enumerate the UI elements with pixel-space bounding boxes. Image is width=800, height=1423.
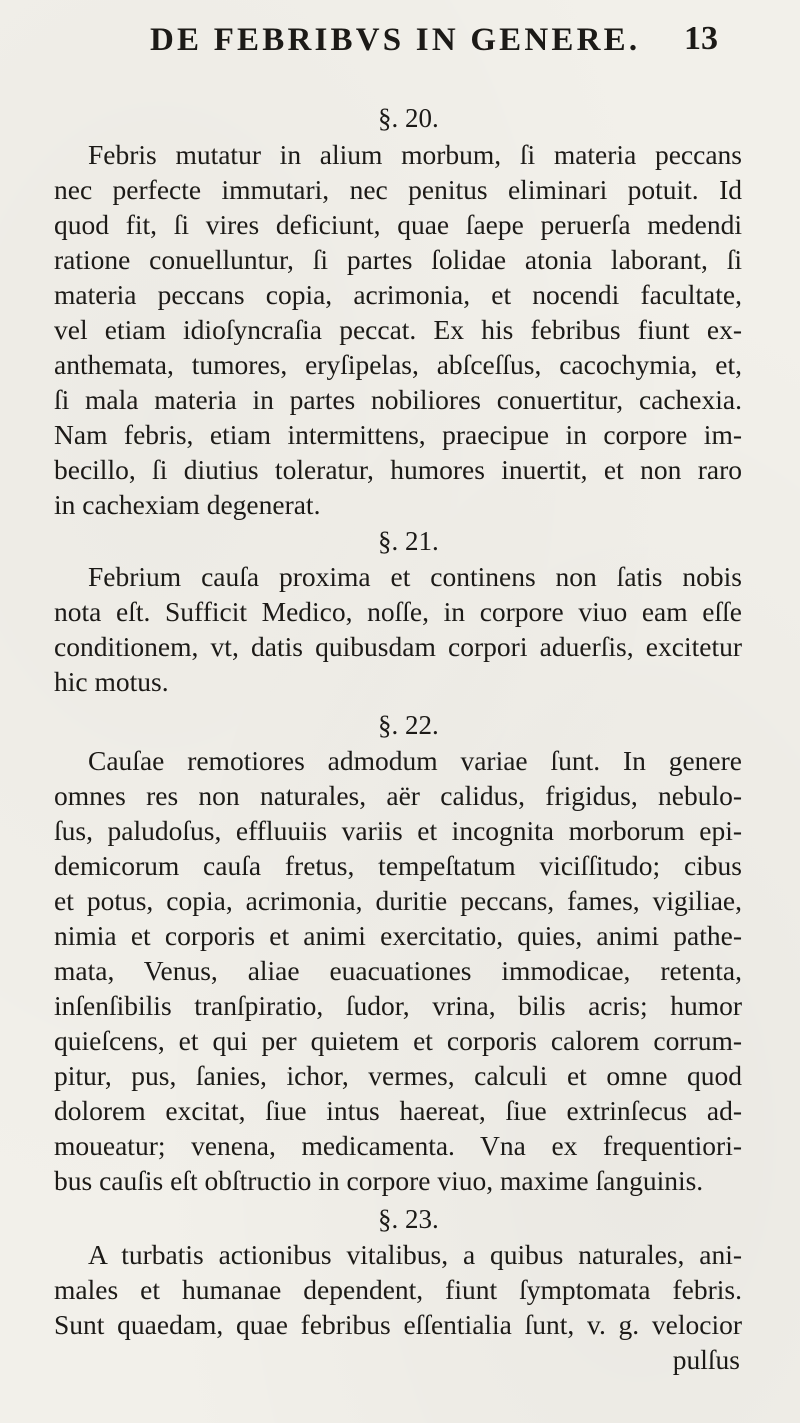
text-line: mata, Venus, aliae euacuationes immodicae, retenta, <box>54 955 742 986</box>
text-line: Sunt quaedam, quae febribus eſſentialia ſunt, v. g. velocior <box>54 1309 742 1340</box>
running-title: DE FEBRIBVS IN GENERE. <box>150 22 641 58</box>
text-line: anthemata, tumores, eryſipelas, abſceſſus, cacochymia, et, <box>54 349 742 380</box>
section-mark: §. 23. <box>378 1204 439 1234</box>
text-line: nimia et corporis et animi exercitatio, quies, animi pathe- <box>54 920 742 951</box>
text-line: dolorem excitat, ſiue intus haereat, ſiue extrinſecus ad- <box>54 1095 742 1126</box>
section-mark: §. 22. <box>378 710 439 740</box>
section-mark: §. 20. <box>378 103 439 133</box>
text-line: quod fit, ſi vires deficiunt, quae ſaepe peruerſa medendi <box>54 209 742 240</box>
text-line: ratione conuelluntur, ſi partes ſolidae atonia laborant, ſi <box>54 244 742 275</box>
text-line: bus cauſis eſt obſtructio in corpore viuo, maxime ſanguinis. <box>54 1165 704 1196</box>
text-line: materia peccans copia, acrimonia, et nocendi facultate, <box>54 279 742 310</box>
text-line: becillo, ſi diutius toleratur, humores inuertit, et non raro <box>54 454 742 485</box>
page-number: 13 <box>684 20 718 57</box>
catchword: pulſus <box>672 1344 740 1375</box>
text-line: pitur, pus, ſanies, ichor, vermes, calculi et omne quod <box>54 1060 742 1091</box>
text-line: omnes res non naturales, aër calidus, frigidus, nebulo- <box>54 780 742 811</box>
text-line: nota eſt. Sufficit Medico, noſſe, in corpore viuo eam eſſe <box>54 596 742 627</box>
text-line: A turbatis actionibus vitalibus, a quibus naturales, ani- <box>88 1239 742 1270</box>
running-head <box>150 16 718 72</box>
text-line: Nam febris, etiam intermittens, praecipue in corpore im- <box>54 419 742 450</box>
text-line: moueatur; venena, medicamenta. Vna ex frequentiori- <box>54 1130 742 1161</box>
text-line: Cauſae remotiores admodum variae ſunt. In genere <box>88 745 742 776</box>
text-line: conditionem, vt, datis quibusdam corpori aduerſis, excitetur <box>54 631 742 662</box>
text-line: quieſcens, et qui per quietem et corporis calorem corrum- <box>54 1025 742 1056</box>
text-line: inſenſibilis tranſpiratio, ſudor, vrina, bilis acris; humor <box>54 990 742 1021</box>
text-line: Febris mutatur in alium morbum, ſi materia peccans <box>88 139 742 170</box>
text-line: demicorum cauſa fretus, tempeſtatum viciſſitudo; cibus <box>54 850 742 881</box>
text-line: vel etiam idioſyncraſia peccat. Ex his febribus fiunt ex- <box>54 314 742 345</box>
text-line: ſus, paludoſus, effluuiis variis et incognita morborum epi- <box>54 815 742 846</box>
text-line: Febrium cauſa proxima et continens non ſatis nobis <box>88 561 742 592</box>
text-line: in cachexiam degenerat. <box>54 489 321 520</box>
text-line: males et humanae dependent, fiunt ſymptomata febris. <box>54 1274 742 1305</box>
text-line: et potus, copia, acrimonia, duritie peccans, fames, vigiliae, <box>54 885 742 916</box>
section-mark: §. 21. <box>378 526 439 556</box>
text-line: ſi mala materia in partes nobiliores conuertitur, cachexia. <box>54 384 742 415</box>
text-line: nec perfecte immutari, nec penitus eliminari potuit. Id <box>54 174 742 205</box>
text-line: hic motus. <box>54 666 169 697</box>
